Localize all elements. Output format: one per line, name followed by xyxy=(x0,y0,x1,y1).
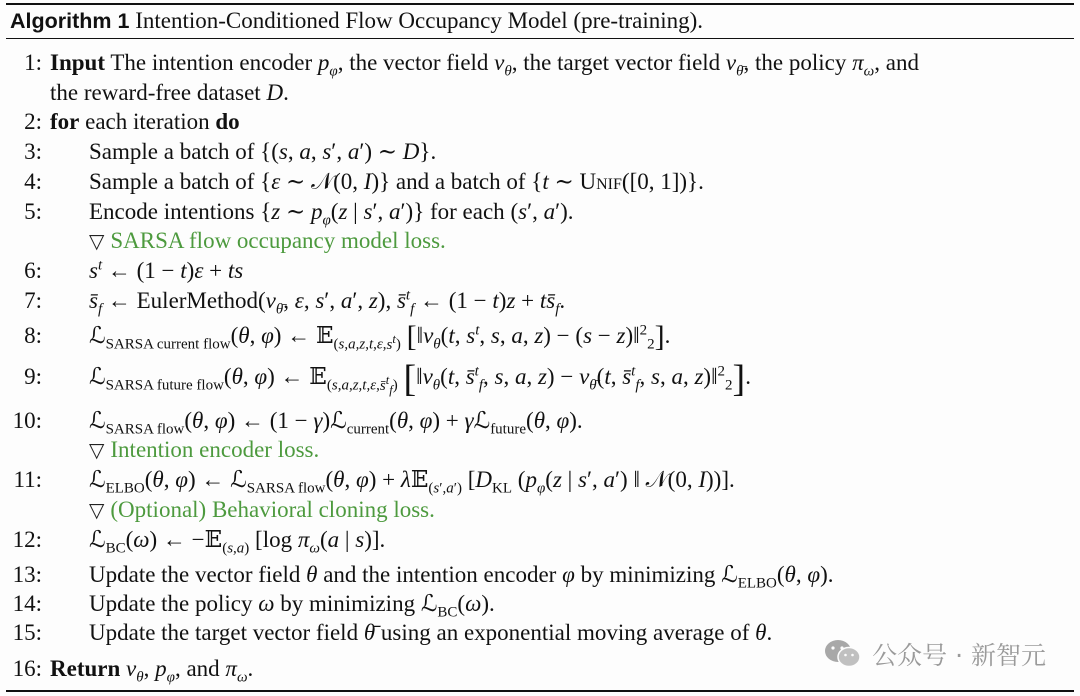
line-text: Sample a batch of {ε ∼ 𝒩(0, I)} and a batch of {t ∼ Unif([0, 1])}. xyxy=(89,169,704,194)
algorithm-label: Algorithm 1 xyxy=(10,9,130,33)
line-text xyxy=(89,497,435,524)
comment-text: Intention encoder loss. xyxy=(110,437,320,462)
line-text: Update the policy ω by minimizing ℒ$_{BC}$(ω). xyxy=(89,591,495,621)
line-text: Sample a batch of {(s, a, s′, a′) ∼ D}. xyxy=(89,139,437,164)
text: for each xyxy=(429,199,505,224)
line-text: ℒ$_{SARSA current flow}$(θ, φ) ← 𝔼$_{(s,a,z,t,\varepsilon,s^t)}$ [$‖v_\theta(t$, $s^t$, s, a, z) − (s − z)‖$^2_2$]. xyxy=(89,320,671,353)
text: by minimizing xyxy=(280,591,416,616)
text: and the intention encoder xyxy=(323,562,557,587)
line-text: ℒ$_{SARSA future flow}$(θ, φ) ← 𝔼$_{(s,a,z,t,\varepsilon,s̄^t_f)}$ [$‖v_\theta(t$, s̄$^t_f$, s, a, $z) - v_{\thetā}(t$, s̄$^t_f$, s, a, z)‖$^2_2$]. xyxy=(89,358,751,400)
for-keyword: for xyxy=(50,109,80,134)
algorithm-title xyxy=(10,7,703,35)
line-number: 5: xyxy=(24,199,42,224)
line-number: 3: xyxy=(24,139,42,164)
line-number: 6: xyxy=(24,258,42,283)
text: , the vector field xyxy=(337,50,489,75)
text: Encode intentions xyxy=(89,199,255,224)
line-text xyxy=(50,109,240,135)
algorithm-caption: Intention-Conditioned Flow Occupancy Model (pre-training). xyxy=(135,8,704,33)
line-number: 12: xyxy=(12,527,42,552)
text: Update the target vector field xyxy=(89,620,359,645)
text: and a batch of xyxy=(395,169,526,194)
line-number: 1: xyxy=(24,50,42,75)
watermark-text: 公众号 · 新智元 xyxy=(872,641,1046,670)
wechat-icon xyxy=(824,638,862,670)
header-rule xyxy=(6,38,1074,39)
line-number: 7: xyxy=(24,288,42,313)
text: Sample a batch of xyxy=(89,139,255,164)
line-number: 13: xyxy=(12,562,42,587)
text: The intention encoder xyxy=(110,50,313,75)
triangle-icon: ▽ xyxy=(89,500,105,522)
line-number: 8: xyxy=(24,323,42,348)
input-keyword: Input xyxy=(50,50,105,75)
line-text: Encode intentions {z ∼ $p_\varphi(z$ | s′, a′)} for each (s′, a′). xyxy=(89,199,574,229)
line-text: Update the target vector field θ̄ using an exponential moving average of θ. xyxy=(89,620,773,645)
text: Update the policy xyxy=(89,591,253,616)
line-text: the reward-free dataset D. xyxy=(50,80,289,105)
return-keyword: Return xyxy=(50,656,121,681)
line-text: $s^t$ ← (1 − t)ε + ts xyxy=(89,257,244,283)
text: using an exponential moving average of xyxy=(380,620,750,645)
top-rule xyxy=(6,3,1074,5)
text: Sample a batch of xyxy=(89,169,255,194)
line-number: 10: xyxy=(12,408,42,433)
line-text: Update the vector field θ and the intention encoder φ by minimizing ℒ$_{ELBO}$(θ, φ). xyxy=(89,562,834,592)
watermark xyxy=(824,636,1046,672)
text: by minimizing xyxy=(580,562,716,587)
line-number: 2: xyxy=(24,109,42,134)
line-text: $s̄_f$ ← $EulerMethod(v_{\thetā}$, ε, s′, a′, z), s̄$^t_f$ ← $(1 - t)z + ts̄_f$. xyxy=(89,287,566,318)
line-number: 9: xyxy=(24,364,42,389)
text: each iteration xyxy=(85,109,210,134)
text: EulerMethod xyxy=(136,288,258,313)
line-number: 15: xyxy=(12,620,42,645)
line-text xyxy=(89,437,319,464)
do-keyword: do xyxy=(215,109,240,134)
text: , and xyxy=(874,50,919,75)
text: Update the vector field xyxy=(89,562,301,587)
bottom-rule xyxy=(6,690,1074,692)
comment-text: SARSA flow occupancy model loss. xyxy=(110,228,446,253)
line-number: 14: xyxy=(12,591,42,616)
triangle-icon: ▽ xyxy=(89,440,105,462)
text: , the target vector field xyxy=(511,50,721,75)
line-number: 16: xyxy=(12,656,42,681)
text: , and xyxy=(174,656,220,681)
text: Unif xyxy=(579,169,622,194)
line-text: Input The intention encoder $p_\varphi$, the vector field $v_\theta$, the target vector field $v_{\thetā}$, the policy $\pi_\omega$, and xyxy=(50,50,919,80)
line-number: 11: xyxy=(13,467,42,492)
text: the reward-free dataset xyxy=(50,80,261,105)
line-number: 4: xyxy=(24,169,42,194)
line-text: ℒ$_{BC}$(ω) ← −𝔼$_{(s,a)}$ [log $\pi_\omega(a$ | s)]. xyxy=(89,527,386,557)
line-text xyxy=(89,228,446,255)
text: , the policy xyxy=(743,50,847,75)
line-text: Return $v_\theta$, $p_\varphi$, and $\pi_\omega$. xyxy=(50,656,254,686)
comment-text: (Optional) Behavioral cloning loss. xyxy=(110,497,435,522)
line-text: ℒ$_{ELBO}$(θ, φ) ← ℒ$_{SARSA flow}$(θ, φ) + λ𝔼$_{(s',a')}$ [$D_{KL}$ ($p_\varphi(z$ | s′, a′) ‖ 𝒩(0, I))]. xyxy=(89,467,735,497)
triangle-icon: ▽ xyxy=(89,231,105,253)
line-text: ℒ$_{SARSA flow}$(θ, φ) ← (1 − γ)ℒ$_{current}$(θ, φ) + γℒ$_{future}$(θ, φ). xyxy=(89,408,583,438)
